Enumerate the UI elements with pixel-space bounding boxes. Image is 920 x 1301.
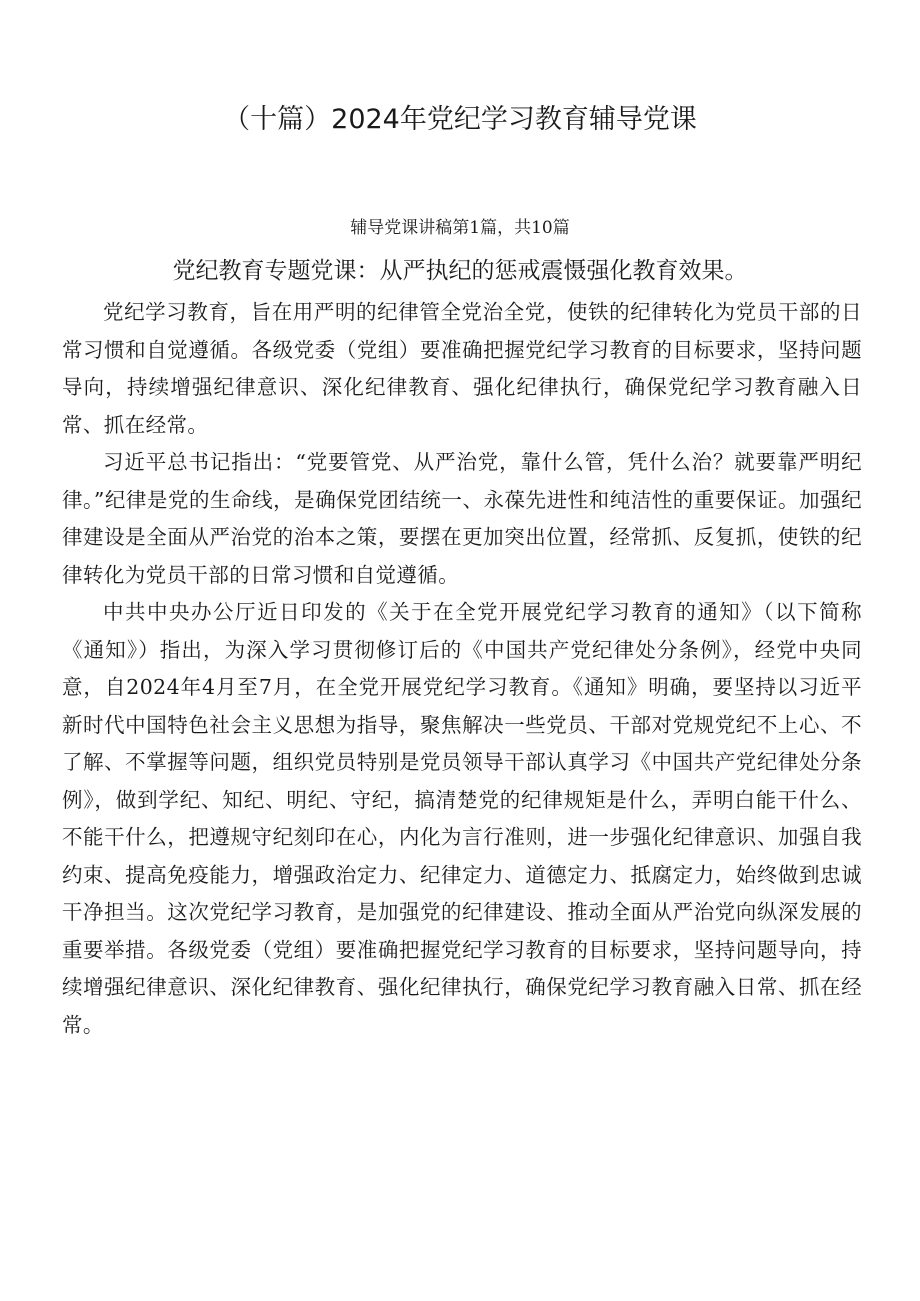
document-title: （十篇）2024年党纪学习教育辅导党课 xyxy=(223,104,697,135)
part-label: 辅导党课讲稿第1篇，共10篇 xyxy=(350,218,570,238)
paragraph-1: 党纪学习教育，旨在用严明的纪律管全党治全党，使铁的纪律转化为党员干部的日常习惯和自觉遵循。各级党委（党组）要准确把握党纪学习教育的目标要求，坚持问题导向，持续增强纪律意识、深化纪律教育、强化纪律执行，确保党纪学习教育融入日常、抓在经常。 xyxy=(62,300,862,437)
document-body xyxy=(62,294,862,1044)
paragraph-3: 中共中央办公厅近日印发的《关于在全党开展党纪学习教育的通知》（以下简称《通知》）指出，为深入学习贯彻修订后的《中国共产党纪律处分条例》，经党中央同意，自2024年4月至7月，在全党开展党纪学习教育。《通知》明确，要坚持以习近平新时代中国特色社会主义思想为指导，聚焦解决一些党员、干部对党规党纪不上心、不了解、不掌握等问题，组织党员特别是党员领导干部认真学习《中国共产党纪律处分条例》，做到学纪、知纪、明纪、守纪，搞清楚党的纪律规矩是什么，弄明白能干什么、不能干什么，把遵规守纪刻印在心，内化为言行准则，进一步强化纪律意识、加强自我约束、提高免疫能力，增强政治定力、纪律定力、道德定力、抵腐定力，始终做到忠诚干净担当。这次党纪学习教育，是加强党的纪律建设、推动全面从严治党向纵深发展的重要举措。各级党委（党组）要准确把握党纪学习教育的目标要求，坚持问题导向，持续增强纪律意识、深化纪律教育、强化纪律执行，确保党纪学习教育融入日常、抓在经常。 xyxy=(62,600,862,1037)
paragraph-2: 习近平总书记指出：“党要管党、从严治党，靠什么管，凭什么治？就要靠严明纪律。”纪律是党的生命线，是确保党团结统一、永葆先进性和纯洁性的重要保证。加强纪律建设是全面从严治党的治本之策，要摆在更加突出位置，经常抓、反复抓，使铁的纪律转化为党员干部的日常习惯和自觉遵循。 xyxy=(62,450,862,587)
section-heading: 党纪教育专题党课：从严执纪的惩戒震慑强化教育效果。 xyxy=(172,258,748,284)
